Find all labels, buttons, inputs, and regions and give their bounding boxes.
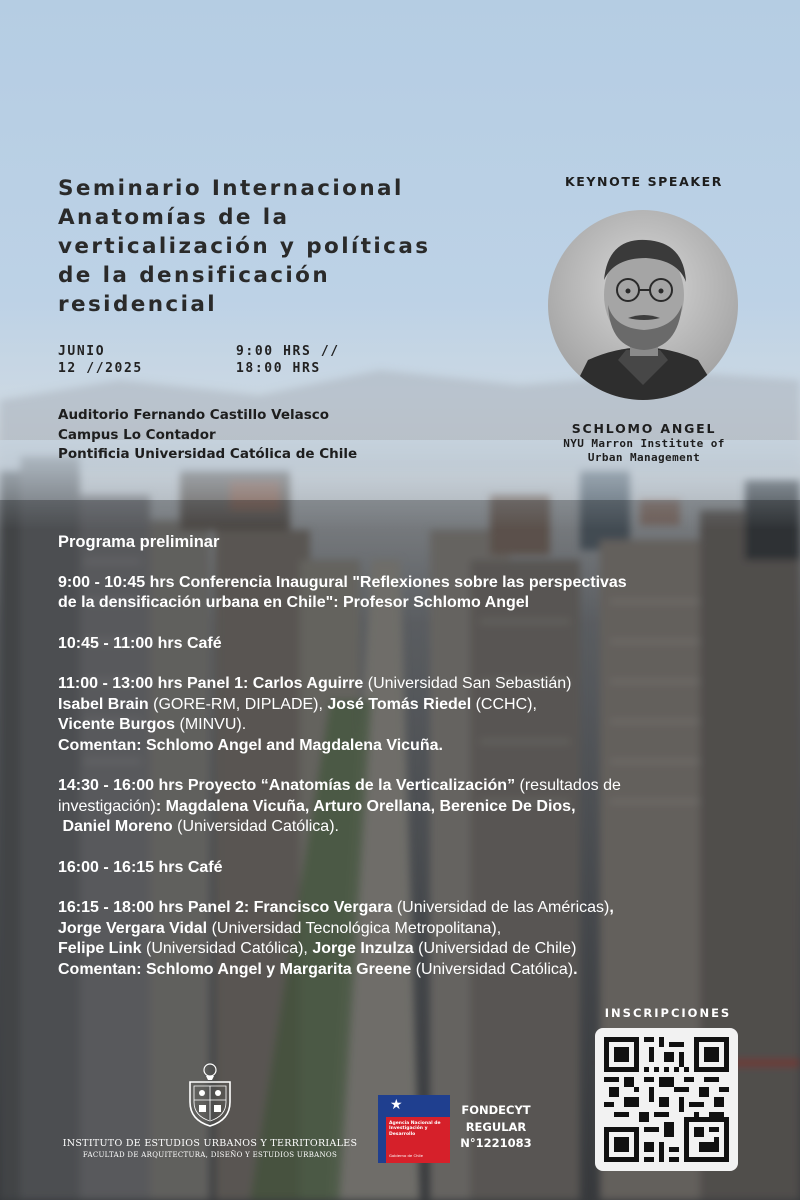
program-text: Felipe Link bbox=[58, 940, 142, 957]
event-title bbox=[58, 174, 538, 319]
title-line: Seminario Internacional bbox=[58, 176, 404, 201]
affiliation-line: Urban Management bbox=[587, 450, 701, 464]
program-text: 16:15 - 18:00 hrs Panel 2: Francisco Vergara bbox=[58, 899, 393, 916]
program-affiliation: (Universidad de las Américas) bbox=[392, 899, 610, 916]
program-affiliation: (resultados de bbox=[515, 777, 621, 794]
program-text: : Magdalena Vicuña, Arturo Orellana, Berenice De Dios, bbox=[155, 797, 576, 815]
inscripciones-label: INSCRIPCIONES bbox=[604, 1006, 732, 1020]
date-month: JUNIO bbox=[58, 344, 106, 359]
keynote-label: KEYNOTE SPEAKER bbox=[564, 174, 723, 189]
program-affiliation: investigación) bbox=[58, 797, 156, 815]
program-line bbox=[58, 919, 758, 940]
university-crest-icon bbox=[182, 1060, 238, 1128]
speaker-name: SCHLOMO ANGEL bbox=[571, 421, 717, 436]
anid-flag-strip bbox=[378, 1095, 386, 1163]
event-date bbox=[58, 343, 143, 377]
program-line bbox=[58, 674, 758, 695]
faculty-name: FACULTAD DE ARQUITECTURA, DISEÑO Y ESTUDIOS URBANOS bbox=[82, 1151, 338, 1159]
anid-flag-blue bbox=[378, 1095, 450, 1117]
program-affiliation: (CCHC), bbox=[471, 695, 537, 713]
program-line bbox=[58, 939, 758, 960]
program-text: 16:00 - 16:15 hrs Café bbox=[58, 858, 223, 876]
star-icon: ★ bbox=[390, 1097, 403, 1113]
fondecyt-type: REGULAR bbox=[465, 1119, 527, 1134]
program-schedule bbox=[58, 532, 758, 1000]
program-text: 11:00 - 13:00 hrs Panel 1: Carlos Aguirre bbox=[58, 675, 364, 692]
registration-qr-code[interactable] bbox=[595, 1028, 738, 1171]
program-item bbox=[58, 858, 758, 879]
program-line bbox=[58, 960, 758, 981]
program-affiliation: (Universidad Tecnológica Metropolitana), bbox=[207, 919, 502, 937]
venue-campus: Campus Lo Contador bbox=[58, 426, 216, 443]
program-text: José Tomás Riedel bbox=[327, 695, 472, 713]
venue-auditorium: Auditorio Fernando Castillo Velasco bbox=[58, 407, 330, 423]
title-line: Anatomías de la bbox=[58, 205, 290, 230]
fondecyt-number: N°1221083 bbox=[460, 1136, 532, 1150]
speaker-affiliation bbox=[548, 437, 740, 464]
program-line bbox=[58, 817, 758, 838]
program-affiliation: (GORE-RM, DIPLADE), bbox=[148, 695, 328, 713]
program-text: 10:45 - 11:00 hrs Café bbox=[58, 634, 222, 652]
qr-code-icon bbox=[604, 1037, 729, 1162]
program-text: Jorge Vergara Vidal bbox=[58, 919, 208, 937]
program-item bbox=[58, 634, 758, 655]
program-line bbox=[58, 797, 758, 818]
program-affiliation: (Universidad de Chile) bbox=[413, 940, 577, 957]
title-line: verticalización y políticas bbox=[58, 234, 431, 259]
program-text: Vicente Burgos bbox=[58, 716, 176, 733]
program-text: Comentan: Schlomo Angel y Margarita Greene bbox=[58, 960, 412, 978]
anid-logo bbox=[378, 1095, 450, 1163]
time-start: 9:00 HRS // bbox=[236, 344, 340, 359]
program-line bbox=[58, 898, 758, 919]
event-time bbox=[236, 343, 340, 377]
program-line bbox=[58, 695, 758, 716]
program-text: Daniel Moreno bbox=[58, 818, 173, 835]
program-text: 9:00 - 10:45 hrs Conferencia Inaugural "Reflexiones sobre las perspectivas bbox=[58, 573, 627, 591]
program-affiliation: (Universidad San Sebastián) bbox=[363, 675, 572, 692]
speaker-photo-icon bbox=[548, 210, 738, 400]
institute-logo bbox=[45, 1060, 375, 1159]
program-affiliation: (Universidad Católica) bbox=[411, 960, 574, 978]
speaker-portrait bbox=[548, 210, 738, 400]
program-item bbox=[58, 898, 758, 980]
anid-agency-name: Agencia Nacional de Investigación y Desarrollo bbox=[389, 1121, 441, 1137]
program-text: Comentan: Schlomo Angel and Magdalena Vicuña. bbox=[58, 736, 443, 754]
title-line: residencial bbox=[58, 292, 218, 317]
program-text: , bbox=[609, 899, 614, 916]
institute-name: INSTITUTO DE ESTUDIOS URBANOS Y TERRITORIALES bbox=[62, 1138, 358, 1149]
program-affiliation: (MINVU). bbox=[175, 716, 247, 733]
program-text: Isabel Brain bbox=[58, 695, 149, 713]
program-text: . bbox=[573, 960, 578, 978]
program-item bbox=[58, 674, 758, 756]
anid-government: Gobierno de Chile bbox=[389, 1153, 423, 1158]
program-text: Jorge Inzulza bbox=[312, 940, 414, 957]
program-item bbox=[58, 573, 758, 614]
program-text: de la densificación urbana en Chile": Profesor Schlomo Angel bbox=[58, 594, 530, 611]
title-line: de la densificación bbox=[58, 263, 331, 288]
program-affiliation: (Universidad Católica), bbox=[141, 940, 313, 957]
venue-university: Pontificia Universidad Católica de Chile bbox=[58, 446, 358, 462]
date-day-year: 12 //2025 bbox=[58, 361, 143, 376]
program-line bbox=[58, 776, 758, 797]
program-item bbox=[58, 776, 758, 838]
event-venue bbox=[58, 406, 357, 465]
program-affiliation: (Universidad Católica). bbox=[172, 818, 339, 835]
time-end: 18:00 HRS bbox=[236, 361, 321, 376]
program-line bbox=[58, 715, 758, 736]
program-heading: Programa preliminar bbox=[58, 533, 220, 551]
fondecyt-label bbox=[456, 1102, 536, 1152]
program-text: 14:30 - 16:00 hrs Proyecto “Anatomías de la Verticalización” bbox=[58, 777, 516, 794]
affiliation-line: NYU Marron Institute of bbox=[563, 437, 725, 450]
fondecyt-name: FONDECYT bbox=[461, 1103, 531, 1117]
